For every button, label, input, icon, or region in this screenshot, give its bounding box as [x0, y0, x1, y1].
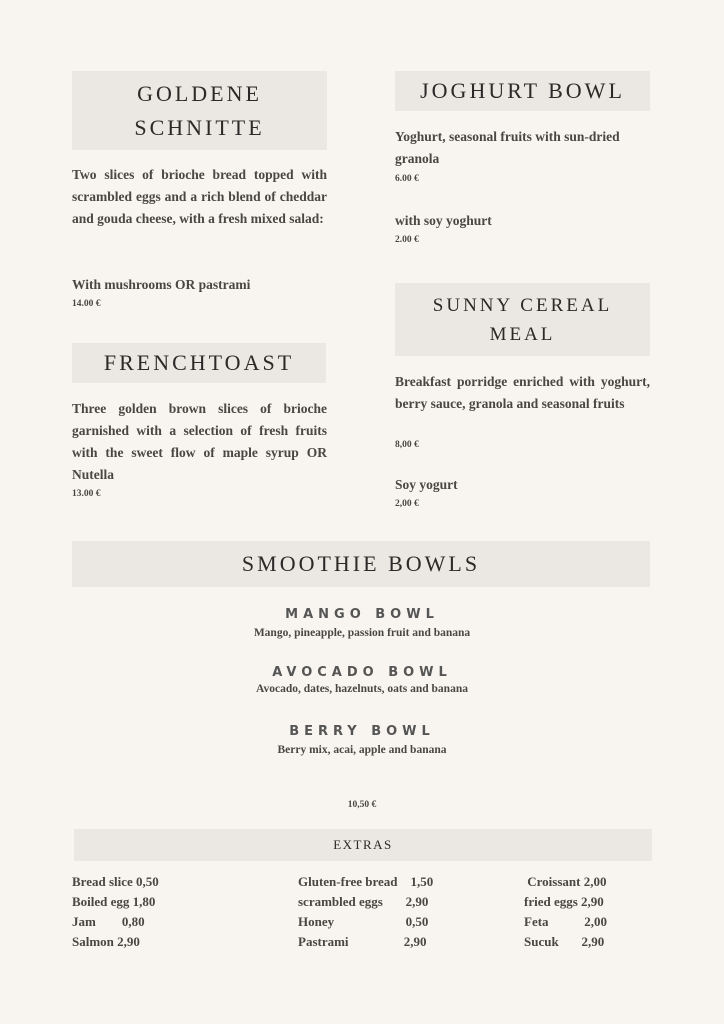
goldene-title-line2: SCHNITTE: [134, 114, 265, 140]
goldene-price: 14.00 €: [72, 299, 101, 309]
goldene-option: With mushrooms OR pastrami: [72, 277, 251, 292]
goldene-description: Two slices of brioche bread topped with scrambled eggs and a rich blend of cheddar and gouda cheese, with a fresh mixed salad:: [72, 167, 327, 226]
extra-item: Bread slice 0,50: [72, 874, 159, 889]
joghurt-option: with soy yoghurt: [395, 213, 492, 228]
avocado-bowl-name: AVOCADO BOWL: [272, 665, 452, 680]
cereal-option: Soy yogurt: [395, 477, 458, 492]
mango-bowl-name: MANGO BOWL: [285, 607, 439, 622]
extra-item: Gluten-free bread 1,50: [298, 874, 434, 889]
joghurt-option-price: 2.00 €: [395, 235, 419, 245]
avocado-bowl-desc: Avocado, dates, hazelnuts, oats and banana: [256, 683, 468, 695]
smoothie-price: 10,50 €: [347, 800, 377, 810]
extras-column-3: [524, 872, 607, 952]
extra-item: Boiled egg 1,80: [72, 894, 156, 909]
extra-item: Sucuk 2,90: [524, 934, 605, 949]
berry-bowl-desc: Berry mix, acai, apple and banana: [277, 744, 447, 756]
frenchtoast-description: Three golden brown slices of brioche garnished with a selection of fresh fruits with the sweet flow of maple syrup OR Nutella: [72, 401, 327, 482]
cereal-option-price: 2,00 €: [395, 499, 419, 509]
extra-item: scrambled eggs 2,90: [298, 894, 429, 909]
extras-column-1: [72, 872, 159, 952]
cereal-price: 8,00 €: [395, 440, 419, 450]
extra-item: Honey 0,50: [298, 914, 429, 929]
joghurt-price: 6.00 €: [395, 174, 419, 184]
joghurt-description: Yoghurt, seasonal fruits with sun-dried granola: [395, 129, 620, 166]
cereal-title-line2: MEAL: [489, 323, 556, 345]
extra-item: Pastrami 2,90: [298, 934, 427, 949]
goldene-title-line1: GOLDENE: [137, 80, 262, 106]
joghurt-bowl-title: JOGHURT BOWL: [395, 71, 650, 111]
extra-item: Feta 2,00: [524, 914, 608, 929]
extra-item: fried eggs 2,90: [524, 894, 604, 909]
frenchtoast-price: 13.00 €: [72, 489, 101, 499]
mango-bowl-desc: Mango, pineapple, passion fruit and banana: [253, 627, 471, 639]
berry-bowl-name: BERRY BOWL: [289, 724, 435, 739]
smoothie-bowls-title: SMOOTHIE BOWLS: [72, 541, 650, 587]
extra-item: Jam 0,80: [72, 914, 145, 929]
extras-title: EXTRAS: [74, 829, 652, 861]
sunny-cereal-title: [395, 283, 650, 356]
extra-item: Salmon 2,90: [72, 934, 140, 949]
cereal-title-line1: SUNNY CEREAL: [432, 294, 613, 316]
frenchtoast-title: FRENCHTOAST: [72, 343, 326, 383]
cereal-description: Breakfast porridge enriched with yoghurt, berry sauce, granola and seasonal fruits: [395, 374, 650, 411]
extras-column-2: [298, 872, 433, 952]
goldene-schnitte-title: [72, 71, 327, 150]
extra-item: Croissant 2,00: [524, 874, 607, 889]
